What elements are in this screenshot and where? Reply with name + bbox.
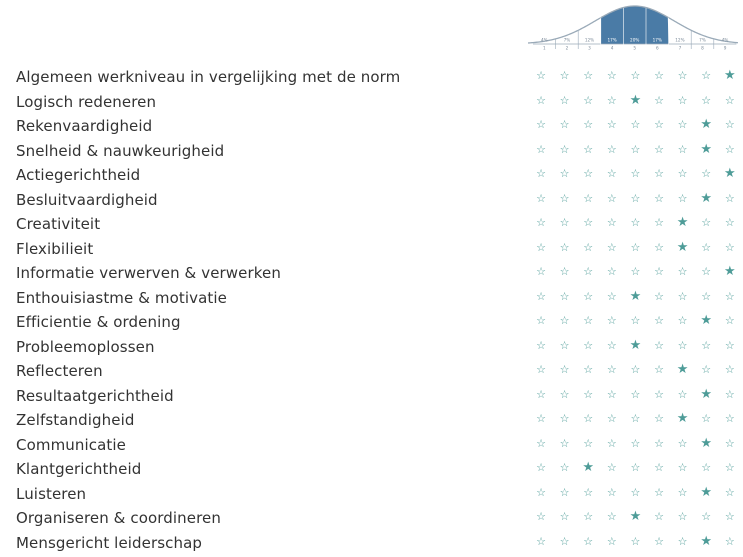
star-empty-icon: ☆: [606, 118, 617, 131]
star-empty-icon: ☆: [583, 485, 594, 499]
star-empty-icon: ☆: [536, 338, 546, 352]
star-empty-icon: ☆: [654, 363, 664, 376]
star-empty-icon: ☆: [630, 534, 641, 548]
curve-point-number: 8: [701, 45, 704, 51]
competency-label: Organiseren & coordineren: [16, 509, 221, 527]
competency-label: Communicatie: [16, 435, 126, 454]
star-empty-icon: ☆: [654, 534, 664, 548]
star-empty-icon: ☆: [536, 240, 546, 254]
curve-point-number: 9: [723, 45, 727, 51]
competency-row: [0, 359, 743, 384]
star-empty-icon: ☆: [536, 93, 546, 107]
star-empty-icon: ☆: [606, 93, 617, 107]
curve-point-number: 6: [655, 45, 659, 51]
curve-percentage-label: 12%: [675, 37, 685, 43]
star-empty-icon: ☆: [701, 265, 712, 278]
star-empty-icon: ☆: [724, 363, 735, 376]
curve-point-number: 3: [588, 45, 591, 51]
star-empty-icon: ☆: [583, 216, 594, 229]
competency-row: [0, 188, 743, 213]
star-empty-icon: ☆: [701, 363, 712, 376]
competency-label: Luisteren: [16, 484, 87, 503]
star-empty-icon: ☆: [630, 485, 641, 499]
star-empty-icon: ☆: [701, 240, 712, 254]
star-empty-icon: ☆: [724, 93, 735, 107]
star-empty-icon: ☆: [654, 142, 664, 156]
star-empty-icon: ☆: [701, 93, 712, 107]
curve-percentage-label: 12%: [584, 37, 595, 43]
star-empty-icon: ☆: [559, 412, 570, 425]
star-empty-icon: ☆: [559, 534, 570, 548]
competency-row: [0, 139, 743, 164]
competency-row: [0, 163, 743, 188]
star-empty-icon: ☆: [536, 289, 546, 303]
star-empty-icon: ☆: [583, 363, 594, 376]
competency-row: [0, 457, 743, 482]
star-filled-icon: ★: [723, 264, 736, 279]
competency-label: Klantgerichtheid: [16, 460, 142, 478]
competency-label: Snelheid & nauwkeurigheid: [16, 141, 225, 160]
competency-label: Algemeen werkniveau in vergelijking met de norm: [16, 68, 401, 86]
competency-label: Informatie verwerven & verwerken: [16, 264, 281, 282]
competency-label: Reflecteren: [16, 362, 103, 380]
star-empty-icon: ☆: [583, 118, 594, 131]
star-empty-icon: ☆: [724, 436, 735, 450]
star-empty-icon: ☆: [630, 436, 641, 450]
star-empty-icon: ☆: [724, 191, 735, 205]
star-empty-icon: ☆: [559, 93, 570, 107]
star-empty-icon: ☆: [724, 461, 735, 474]
star-empty-icon: ☆: [536, 461, 546, 474]
competency-label: Flexibilieit: [16, 239, 94, 258]
star-filled-icon: ★: [700, 313, 713, 328]
star-empty-icon: ☆: [630, 142, 641, 156]
star-empty-icon: ☆: [536, 118, 546, 131]
star-empty-icon: ☆: [583, 289, 594, 303]
star-empty-icon: ☆: [606, 240, 617, 254]
star-empty-icon: ☆: [559, 216, 570, 229]
competency-label: Actiegerichtheid: [16, 166, 141, 184]
star-empty-icon: ☆: [606, 436, 617, 450]
star-empty-icon: ☆: [677, 142, 688, 156]
star-empty-icon: ☆: [583, 167, 594, 180]
star-empty-icon: ☆: [559, 387, 570, 401]
curve-percentage-label: 20%: [630, 37, 640, 43]
star-empty-icon: ☆: [724, 289, 735, 303]
star-empty-icon: ☆: [583, 412, 594, 425]
star-empty-icon: ☆: [583, 314, 594, 327]
star-empty-icon: ☆: [654, 191, 664, 205]
star-empty-icon: ☆: [724, 314, 735, 327]
star-empty-icon: ☆: [724, 216, 735, 229]
star-empty-icon: ☆: [677, 93, 688, 107]
star-empty-icon: ☆: [654, 289, 664, 303]
star-empty-icon: ☆: [583, 142, 594, 156]
star-empty-icon: ☆: [559, 461, 570, 474]
star-empty-icon: ☆: [701, 167, 712, 180]
competency-label: Enthouisiastme & motivatie: [16, 288, 227, 307]
star-empty-icon: ☆: [677, 436, 688, 450]
star-empty-icon: ☆: [559, 436, 570, 450]
competency-label: Efficientie & ordening: [16, 313, 181, 331]
competency-row: [0, 335, 743, 360]
star-empty-icon: ☆: [654, 216, 664, 229]
star-empty-icon: ☆: [606, 167, 617, 180]
star-empty-icon: ☆: [654, 338, 664, 352]
curve-point-number: 4: [610, 45, 614, 51]
star-empty-icon: ☆: [724, 510, 735, 523]
star-empty-icon: ☆: [583, 534, 594, 548]
star-empty-icon: ☆: [583, 240, 594, 254]
star-empty-icon: ☆: [724, 485, 735, 499]
star-empty-icon: ☆: [654, 436, 664, 450]
star-empty-icon: ☆: [677, 118, 688, 131]
star-empty-icon: ☆: [583, 510, 594, 523]
curve-percentage-label: 17%: [607, 37, 617, 43]
star-empty-icon: ☆: [583, 387, 594, 401]
star-empty-icon: ☆: [654, 387, 664, 401]
star-empty-icon: ☆: [536, 314, 546, 327]
star-empty-icon: ☆: [559, 314, 570, 327]
star-empty-icon: ☆: [677, 485, 688, 499]
star-filled-icon: ★: [582, 460, 595, 475]
star-filled-icon: ★: [676, 239, 689, 255]
star-filled-icon: ★: [700, 141, 713, 157]
star-empty-icon: ☆: [677, 289, 688, 303]
star-empty-icon: ☆: [559, 167, 570, 180]
star-empty-icon: ☆: [606, 216, 617, 229]
competency-label: Probleemoplossen: [16, 337, 155, 356]
star-empty-icon: ☆: [630, 240, 641, 254]
competency-row: [0, 384, 743, 409]
star-empty-icon: ☆: [536, 534, 546, 548]
competency-label: Creativiteit: [16, 215, 101, 233]
star-filled-icon: ★: [700, 435, 713, 451]
star-filled-icon: ★: [700, 117, 713, 132]
star-empty-icon: ☆: [630, 265, 641, 278]
star-empty-icon: ☆: [701, 216, 712, 229]
star-filled-icon: ★: [676, 362, 689, 377]
star-filled-icon: ★: [723, 68, 736, 83]
star-filled-icon: ★: [700, 484, 713, 500]
competency-row: [0, 65, 743, 90]
star-empty-icon: ☆: [606, 387, 617, 401]
star-empty-icon: ☆: [677, 167, 688, 180]
star-empty-icon: ☆: [606, 314, 617, 327]
star-empty-icon: ☆: [583, 436, 594, 450]
curve-percentage-label: 7%: [699, 37, 706, 43]
star-empty-icon: ☆: [724, 240, 735, 254]
star-empty-icon: ☆: [630, 167, 641, 180]
star-empty-icon: ☆: [630, 118, 641, 131]
competency-label: Resultaatgerichtheid: [16, 386, 174, 405]
star-empty-icon: ☆: [630, 461, 641, 474]
star-empty-icon: ☆: [677, 191, 688, 205]
star-filled-icon: ★: [629, 337, 642, 353]
star-empty-icon: ☆: [536, 436, 546, 450]
star-empty-icon: ☆: [701, 69, 712, 82]
curve-percentage-label: 4%: [540, 37, 548, 43]
star-empty-icon: ☆: [536, 510, 546, 523]
star-filled-icon: ★: [700, 386, 713, 402]
curve-point-number: 7: [678, 45, 682, 51]
star-empty-icon: ☆: [677, 265, 688, 278]
star-empty-icon: ☆: [677, 69, 688, 82]
competency-row: [0, 90, 743, 115]
star-empty-icon: ☆: [559, 338, 570, 352]
star-empty-icon: ☆: [559, 363, 570, 376]
competency-row: [0, 286, 743, 311]
star-empty-icon: ☆: [536, 69, 546, 82]
competency-row: [0, 310, 743, 335]
competency-row: [0, 261, 743, 286]
star-filled-icon: ★: [700, 190, 713, 206]
curve-point-number: 1: [542, 45, 546, 51]
star-filled-icon: ★: [676, 411, 689, 426]
star-empty-icon: ☆: [677, 510, 688, 523]
star-empty-icon: ☆: [724, 387, 735, 401]
star-empty-icon: ☆: [583, 69, 594, 82]
star-empty-icon: ☆: [677, 314, 688, 327]
star-empty-icon: ☆: [606, 485, 617, 499]
competency-row: [0, 531, 743, 556]
star-empty-icon: ☆: [559, 118, 570, 131]
curve-percentage-label: 7%: [563, 37, 571, 43]
curve-point-number: 5: [633, 45, 637, 51]
star-empty-icon: ☆: [630, 216, 641, 229]
star-empty-icon: ☆: [701, 412, 712, 425]
star-empty-icon: ☆: [654, 412, 664, 425]
competency-row: [0, 237, 743, 262]
competency-row: [0, 212, 743, 237]
star-empty-icon: ☆: [701, 289, 712, 303]
star-empty-icon: ☆: [677, 534, 688, 548]
star-empty-icon: ☆: [677, 338, 688, 352]
star-empty-icon: ☆: [654, 240, 664, 254]
competency-rating-list: [0, 65, 743, 555]
star-empty-icon: ☆: [559, 240, 570, 254]
star-empty-icon: ☆: [701, 510, 712, 523]
star-filled-icon: ★: [629, 288, 642, 304]
star-empty-icon: ☆: [654, 510, 664, 523]
star-empty-icon: ☆: [559, 510, 570, 523]
curve-percentage-label: 4%: [721, 37, 729, 43]
star-empty-icon: ☆: [606, 265, 617, 278]
star-empty-icon: ☆: [606, 289, 617, 303]
star-empty-icon: ☆: [630, 412, 641, 425]
star-filled-icon: ★: [676, 215, 689, 230]
star-empty-icon: ☆: [606, 363, 617, 376]
star-empty-icon: ☆: [654, 167, 664, 180]
star-empty-icon: ☆: [536, 142, 546, 156]
star-empty-icon: ☆: [559, 69, 570, 82]
curve-point-number: 2: [565, 45, 569, 51]
star-empty-icon: ☆: [630, 363, 641, 376]
star-empty-icon: ☆: [583, 191, 594, 205]
competency-row: [0, 408, 743, 433]
star-empty-icon: ☆: [536, 485, 546, 499]
star-empty-icon: ☆: [606, 338, 617, 352]
competency-label: Besluitvaardigheid: [16, 190, 158, 209]
star-empty-icon: ☆: [606, 142, 617, 156]
star-filled-icon: ★: [629, 509, 642, 524]
star-empty-icon: ☆: [654, 485, 664, 499]
competency-row: [0, 482, 743, 507]
star-empty-icon: ☆: [724, 338, 735, 352]
star-empty-icon: ☆: [724, 142, 735, 156]
star-empty-icon: ☆: [630, 191, 641, 205]
star-empty-icon: ☆: [583, 338, 594, 352]
curve-percentage-label: 17%: [652, 37, 662, 43]
star-empty-icon: ☆: [559, 289, 570, 303]
star-empty-icon: ☆: [559, 191, 570, 205]
star-empty-icon: ☆: [724, 534, 735, 548]
star-empty-icon: ☆: [536, 363, 546, 376]
star-empty-icon: ☆: [583, 265, 594, 278]
star-empty-icon: ☆: [536, 265, 546, 278]
competency-row: [0, 506, 743, 531]
star-empty-icon: ☆: [701, 338, 712, 352]
star-empty-icon: ☆: [630, 387, 641, 401]
star-empty-icon: ☆: [654, 265, 664, 278]
star-empty-icon: ☆: [536, 191, 546, 205]
star-empty-icon: ☆: [654, 461, 664, 474]
star-filled-icon: ★: [723, 166, 736, 181]
star-empty-icon: ☆: [654, 93, 664, 107]
star-empty-icon: ☆: [654, 314, 664, 327]
competency-row: [0, 114, 743, 139]
star-empty-icon: ☆: [606, 69, 617, 82]
star-empty-icon: ☆: [606, 191, 617, 205]
competency-label: Mensgericht leiderschap: [16, 533, 203, 552]
competency-label: Zelfstandigheid: [16, 411, 135, 429]
star-empty-icon: ☆: [606, 510, 617, 523]
normal-distribution-curve: [528, 2, 738, 64]
star-empty-icon: ☆: [536, 216, 546, 229]
star-empty-icon: ☆: [559, 142, 570, 156]
star-empty-icon: ☆: [654, 69, 664, 82]
competency-label: Rekenvaardigheid: [16, 117, 153, 135]
star-empty-icon: ☆: [559, 485, 570, 499]
star-empty-icon: ☆: [559, 265, 570, 278]
star-empty-icon: ☆: [654, 118, 664, 131]
star-empty-icon: ☆: [606, 412, 617, 425]
competency-row: [0, 433, 743, 458]
star-empty-icon: ☆: [630, 69, 641, 82]
star-empty-icon: ☆: [606, 534, 617, 548]
star-empty-icon: ☆: [536, 387, 546, 401]
star-empty-icon: ☆: [583, 93, 594, 107]
star-empty-icon: ☆: [677, 387, 688, 401]
star-empty-icon: ☆: [677, 461, 688, 474]
star-filled-icon: ★: [700, 533, 713, 549]
star-empty-icon: ☆: [536, 167, 546, 180]
star-empty-icon: ☆: [606, 461, 617, 474]
star-empty-icon: ☆: [724, 118, 735, 131]
star-empty-icon: ☆: [724, 412, 735, 425]
star-empty-icon: ☆: [630, 314, 641, 327]
star-empty-icon: ☆: [701, 461, 712, 474]
competency-label: Logisch redeneren: [16, 92, 157, 111]
star-filled-icon: ★: [629, 92, 642, 108]
star-empty-icon: ☆: [536, 412, 546, 425]
